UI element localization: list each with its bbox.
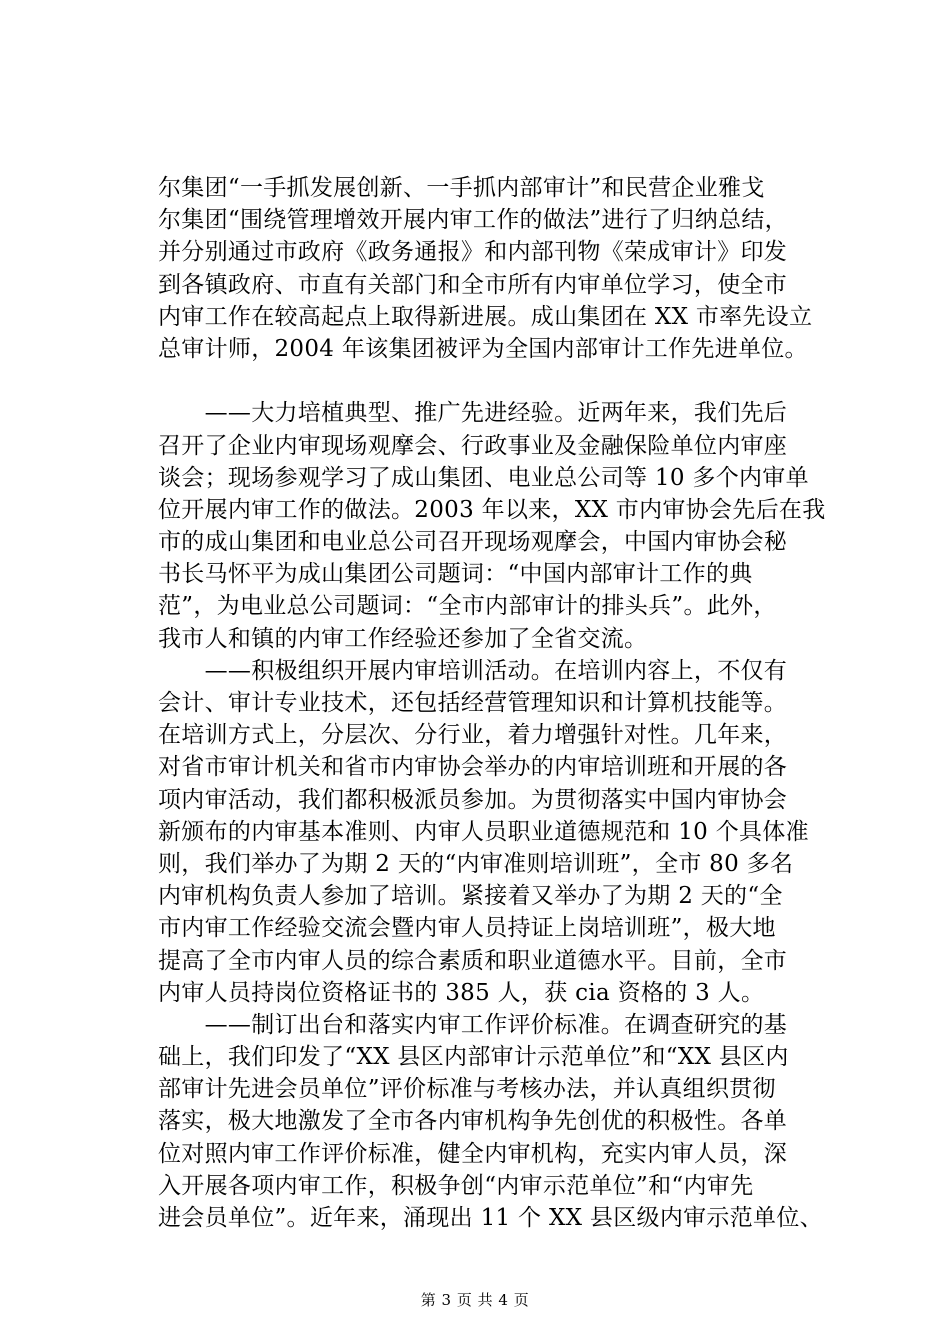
- text-line: 召开了企业内审现场观摩会、行政事业及金融保险单位内审座: [158, 432, 788, 459]
- text-line: 市内审工作经验交流会暨内审人员持证上岗培训班”，极大地: [158, 915, 776, 942]
- text-line: 到各镇政府、市直有关部门和全市所有内审单位学习，使全市: [158, 271, 788, 298]
- text-line: 新颁布的内审基本准则、内审人员职业道德规范和 10 个具体准: [158, 818, 809, 845]
- text-line: 在培训方式上，分层次、分行业，着力增强针对性。几年来，: [158, 722, 788, 749]
- paragraph-1: [158, 172, 838, 365]
- text-line: 位开展内审工作的做法。2003 年以来，XX 市内审协会先后在我: [158, 496, 826, 523]
- text-line: 部审计先进会员单位”评价标准与考核办法，并认真组织贯彻: [158, 1076, 776, 1103]
- text-line: 项内审活动，我们都积极派员参加。为贯彻落实中国内审协会: [158, 786, 788, 813]
- text-line: 总审计师，2004 年该集团被评为全国内部审计工作先进单位。: [158, 335, 808, 362]
- text-line: 尔集团“围绕管理增效开展内审工作的做法”进行了归纳总结，: [158, 207, 788, 234]
- text-line: 会计、审计专业技术，还包括经营管理知识和计算机技能等。: [158, 690, 788, 716]
- text-line: 提高了全市内审人员的综合素质和职业道德水平。目前，全市: [158, 947, 788, 974]
- paragraph-4: [158, 1009, 838, 1234]
- text-line: 位对照内审工作评价标准，健全内审机构，充实内审人员，深: [158, 1140, 788, 1167]
- text-line: 入开展各项内审工作，积极争创“内审示范单位”和“内审先: [158, 1172, 754, 1199]
- text-line: 市的成山集团和电业总公司召开现场观摩会，中国内审协会秘: [158, 529, 788, 556]
- text-line: 则，我们举办了为期 2 天的“内审准则培训班”，全市 80 多名: [158, 850, 794, 877]
- paragraph-3: [158, 655, 838, 1009]
- text-line: ——制订出台和落实内审工作评价标准。在调查研究的基: [158, 1011, 788, 1038]
- text-line: 落实，极大地激发了全市各内审机构争先创优的积极性。各单: [158, 1108, 788, 1135]
- text-line: 谈会；现场参观学习了成山集团、电业总公司等 10 多个内审单: [158, 464, 809, 491]
- page-number-label: 第 3 页 共 4 页: [420, 1291, 530, 1309]
- text-line: 书长马怀平为成山集团公司题词：“中国内部审计工作的典: [158, 561, 753, 588]
- text-line: 范”，为电业总公司题词：“全市内部审计的排头兵”。此外，: [158, 593, 777, 620]
- text-line: 内审机构负责人参加了培训。紧接着又举办了为期 2 天的“全: [158, 883, 783, 910]
- text-line: 对省市审计机关和省市内审协会举办的内审培训班和开展的各: [158, 754, 788, 781]
- text-line: 尔集团“一手抓发展创新、一手抓内部审计”和民营企业雅戈: [158, 175, 765, 201]
- text-line: 内审工作在较高起点上取得新进展。成山集团在 XX 市率先设立: [158, 303, 813, 330]
- text-line: ——积极组织开展内审培训活动。在培训内容上，不仅有: [158, 657, 788, 684]
- document-body: [158, 172, 838, 1234]
- text-line: 础上，我们印发了“XX 县区内部审计示范单位”和“XX 县区内: [158, 1044, 789, 1071]
- paragraph-2: [158, 397, 838, 655]
- text-line: 内审人员持岗位资格证书的 385 人，获 cia 资格的 3 人。: [158, 979, 765, 1006]
- paragraph-spacer: [158, 365, 838, 397]
- text-line: 并分别通过市政府《政务通报》和内部刊物《荣成审计》印发: [158, 239, 788, 266]
- text-line: ——大力培植典型、推广先进经验。近两年来，我们先后: [158, 400, 788, 427]
- text-line: 进会员单位”。近年来，涌现出 11 个 XX 县区级内审示范单位、: [158, 1205, 823, 1231]
- page-footer: [0, 1290, 950, 1310]
- text-line: 我市人和镇的内审工作经验还参加了全省交流。: [158, 625, 648, 652]
